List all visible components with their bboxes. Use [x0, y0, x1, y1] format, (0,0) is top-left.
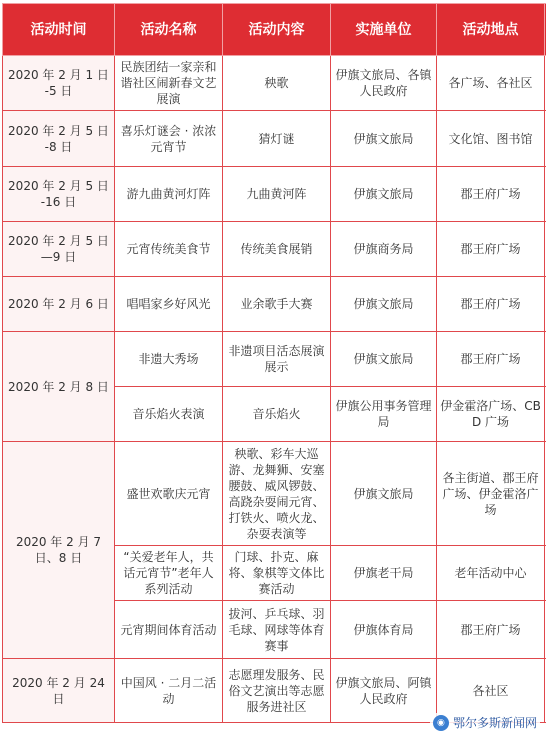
content-cell: 门球、扑克、麻将、象棋等文体比赛活动	[223, 546, 331, 601]
table-header-row	[3, 4, 546, 56]
date-cell: 2020 年 2 月 8 日	[3, 332, 115, 442]
name-cell: 喜乐灯谜会 · 浓浓元宵节	[115, 111, 223, 167]
name-cell: “关爱老年人，共话元宵节”老年人系列活动	[115, 546, 223, 601]
unit-cell: 伊旗文旅局	[331, 332, 437, 387]
table-row	[3, 442, 546, 546]
name-cell: 非遗大秀场	[115, 332, 223, 387]
name-cell: 中国风 · 二月二活动	[115, 659, 223, 723]
date-cell: 2020 年 2 月 5 日—9 日	[3, 222, 115, 277]
table-row	[3, 56, 546, 111]
content-cell: 拔河、乒乓球、羽毛球、网球等体育赛事	[223, 601, 331, 659]
news-logo-icon: ◉	[433, 715, 449, 731]
date-cell: 2020 年 2 月 7 日、8 日	[3, 442, 115, 659]
header-name: 活动名称	[115, 4, 223, 56]
content-cell: 猜灯谜	[223, 111, 331, 167]
place-cell: 各社区	[437, 659, 545, 723]
header-time: 活动时间	[3, 4, 115, 56]
place-cell: 老年活动中心	[437, 546, 545, 601]
place-cell: 郡王府广场	[437, 167, 545, 222]
name-cell: 盛世欢歌庆元宵	[115, 442, 223, 546]
table-row	[3, 222, 546, 277]
date-cell: 2020 年 2 月 5 日 -16 日	[3, 167, 115, 222]
header-place: 活动地点	[437, 4, 545, 56]
content-cell: 传统美食展销	[223, 222, 331, 277]
header-unit: 实施单位	[331, 4, 437, 56]
name-cell: 唱唱家乡好风光	[115, 277, 223, 332]
content-cell: 业余歌手大赛	[223, 277, 331, 332]
date-cell: 2020 年 2 月 1 日 -5 日	[3, 56, 115, 111]
content-cell: 志愿理发服务、民俗文艺演出等志愿服务进社区	[223, 659, 331, 723]
name-cell: 音乐焰火表演	[115, 387, 223, 442]
content-cell: 音乐焰火	[223, 387, 331, 442]
unit-cell: 伊旗文旅局	[331, 111, 437, 167]
place-cell: 伊金霍洛广场、CBD 广场	[437, 387, 545, 442]
place-cell: 文化馆、图书馆	[437, 111, 545, 167]
name-cell: 游九曲黄河灯阵	[115, 167, 223, 222]
unit-cell: 伊旗商务局	[331, 222, 437, 277]
table-row	[3, 332, 546, 387]
place-cell: 郡王府广场	[437, 277, 545, 332]
content-cell: 九曲黄河阵	[223, 167, 331, 222]
place-cell: 郡王府广场	[437, 601, 545, 659]
unit-cell: 伊旗体育局	[331, 601, 437, 659]
date-cell: 2020 年 2 月 6 日	[3, 277, 115, 332]
date-cell: 2020 年 2 月 5 日 -8 日	[3, 111, 115, 167]
place-cell: 各广场、各社区	[437, 56, 545, 111]
content-cell: 非遗项目活态展演展示	[223, 332, 331, 387]
place-cell: 郡王府广场	[437, 222, 545, 277]
place-cell: 各主街道、郡王府广场、伊金霍洛广场	[437, 442, 545, 546]
unit-cell: 伊旗文旅局、阿镇人民政府	[331, 659, 437, 723]
unit-cell: 伊旗文旅局	[331, 442, 437, 546]
table-row	[3, 277, 546, 332]
unit-cell: 伊旗文旅局	[331, 277, 437, 332]
content-cell: 秧歌、彩车大巡游、龙舞狮、安塞腰鼓、威风锣鼓、高跷杂耍闹元宵、打铁火、喷火龙、杂耍表演等	[223, 442, 331, 546]
watermark-text: 鄂尔多斯新闻网	[452, 716, 537, 730]
name-cell: 民族团结一家亲和谐社区闹新春文艺展演	[115, 56, 223, 111]
unit-cell: 伊旗文旅局、各镇人民政府	[331, 56, 437, 111]
name-cell: 元宵传统美食节	[115, 222, 223, 277]
table-row	[3, 111, 546, 167]
header-content: 活动内容	[223, 4, 331, 56]
unit-cell: 伊旗公用事务管理局	[331, 387, 437, 442]
unit-cell: 伊旗文旅局	[331, 167, 437, 222]
table-row	[3, 167, 546, 222]
activity-schedule-table	[2, 3, 546, 723]
date-cell: 2020 年 2 月 24 日	[3, 659, 115, 723]
place-cell: 郡王府广场	[437, 332, 545, 387]
unit-cell: 伊旗老干局	[331, 546, 437, 601]
name-cell: 元宵期间体育活动	[115, 601, 223, 659]
content-cell: 秧歌	[223, 56, 331, 111]
source-watermark	[430, 713, 540, 732]
